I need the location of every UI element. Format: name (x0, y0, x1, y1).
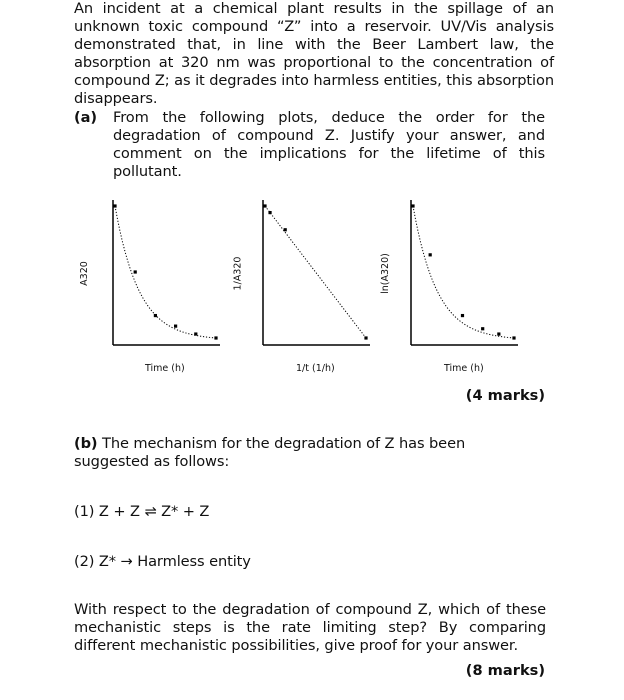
plot-1-point (214, 336, 217, 339)
plot-2-point (364, 336, 367, 339)
question-b-text (74, 435, 544, 471)
question-b-final: With respect to the degradation of compound Z, which of these mechanistic steps is the rate limiting step? By comparing different mechanistic possibilities, give proof for your answer. (74, 601, 546, 654)
mechanism-step-1: (1) Z + Z ⇌ Z* + Z (74, 503, 210, 520)
plot-2-fit-line (265, 206, 366, 338)
question-a-marks: (4 marks) (465, 387, 545, 404)
plot-1-point (154, 314, 157, 317)
question-b-label: (b) (74, 435, 98, 452)
plot-3-ylabel: ln(A320) (379, 253, 391, 294)
question-b-marks: (8 marks) (465, 662, 545, 679)
plot-3-point (497, 332, 500, 335)
plot-3-point (481, 327, 484, 330)
plot-3 (410, 200, 520, 350)
plot-2-point (284, 228, 287, 231)
plot-1-ylabel: A320 (78, 261, 90, 286)
question-a-text: From the following plots, deduce the order for the degradation of compound Z. Justify your answer, and comment on the implications for the lifetime of this pollutant. (113, 109, 545, 180)
plot-2-xlabel: 1/t (1/h) (296, 363, 335, 374)
plot-1-point (174, 325, 177, 328)
plot-3-xlabel: Time (h) (444, 363, 484, 374)
intro-paragraph: An incident at a chemical plant results in the spillage of an unknown toxic compound “Z” into a reservoir. UV/Vis analysis demonstrated that, in line with the Beer Lambert law, the absorption at 320 nm was proportional to the concentration of compound Z; as it degrades into harmless entities, this absorption disappears. (74, 0, 554, 107)
plot-1-xlabel: Time (h) (145, 363, 185, 374)
plot-2-ylabel: 1/A320 (232, 256, 244, 291)
question-a-label: (a) (74, 109, 97, 126)
plot-2-point (268, 211, 271, 214)
plot-3-fit-curve (413, 206, 514, 338)
plot-2 (262, 200, 372, 350)
plot-3-point (512, 336, 515, 339)
plot-1-point (113, 204, 116, 207)
question-b-body: The mechanism for the degradation of Z has been suggested as follows: (74, 435, 466, 470)
plot-3-point (461, 314, 464, 317)
plot-3-point (429, 253, 432, 256)
mechanism-step-2: (2) Z* → Harmless entity (74, 553, 251, 570)
plot-1-point (134, 270, 137, 273)
plot-3-point (411, 204, 414, 207)
plot-1-point (194, 332, 197, 335)
plot-1-fit-curve (115, 206, 216, 338)
plot-1 (112, 200, 222, 350)
plot-2-point (263, 204, 266, 207)
